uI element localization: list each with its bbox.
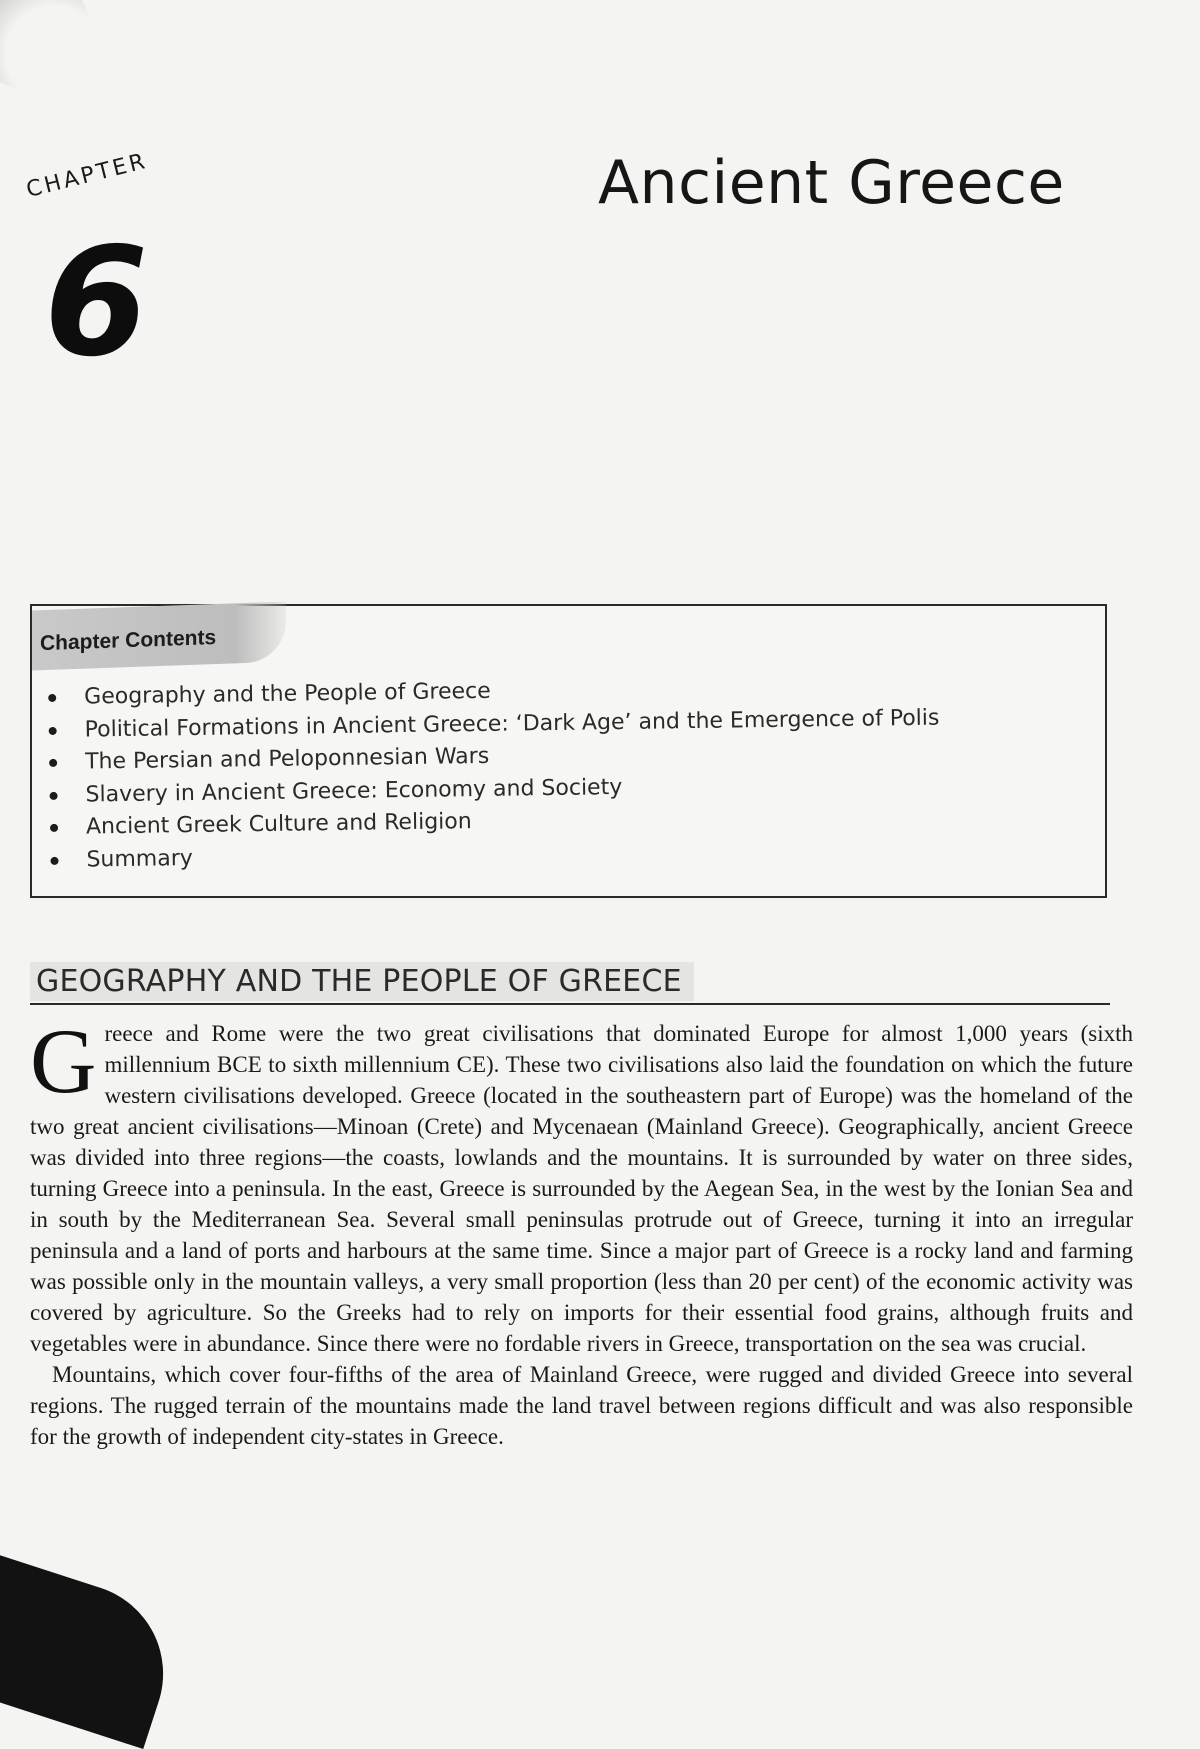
chapter-title: Ancient Greece bbox=[598, 148, 1065, 218]
chapter-contents-box bbox=[30, 604, 1107, 898]
chapter-contents-heading: Chapter Contents bbox=[32, 602, 286, 671]
bullet-icon bbox=[50, 792, 58, 800]
bullet-icon bbox=[48, 694, 56, 702]
drop-cap: G bbox=[30, 1010, 97, 1112]
contents-item-label: Ancient Greek Culture and Religion bbox=[85, 809, 472, 840]
book-binding-shadow bbox=[0, 1551, 186, 1749]
bullet-icon bbox=[50, 857, 58, 865]
chapter-contents-list bbox=[48, 670, 941, 877]
section-heading bbox=[30, 962, 1110, 1005]
bullet-icon bbox=[50, 824, 58, 832]
paragraph-2: Mountains, which cover four-fifths of the area of Mainland Greece, were rugged and divided Greece into several regions. The rugged terrain of the mountains made the land travel between regions difficult and was also responsible for the growth of independent city-states in Greece. bbox=[30, 1362, 1133, 1449]
bullet-icon bbox=[49, 727, 57, 735]
contents-item-label: Summary bbox=[86, 845, 193, 872]
bullet-icon bbox=[49, 759, 57, 767]
paragraph-1-text: reece and Rome were the two great civilisations that dominated Europe for almost 1,000 years (sixth millennium BCE to sixth millennium CE). These two civilisations also laid the foundation on which the future western civilisations developed. Greece (located in the southeastern part of Europe) was the homeland of the two great ancient civilisations—Minoan (Crete) and Mycenaean (Mainland Greece). Geographically, ancient Greece was divided into three regions—the coasts, lowlands and the mountains. It is surrounded by water on three sides, turning Greece into a peninsula. In the east, Greece is surrounded by the Aegean Sea, in the west by the Ionian Sea and in south by the Mediterranean Sea. Several small peninsulas protrude out of Greece, turning it into an irregular peninsula and a land of ports and harbours at the same time. Since a major part of Greece is a rocky land and farming was possible only in the mountain valleys, a very small proportion (less than 20 per cent) of the economic activity was covered by agriculture. So the Greeks had to rely on imports for their essential food grains, although fruits and vegetables were in abundance. Since there were no fordable rivers in Greece, transportation on the sea was crucial. bbox=[30, 1021, 1133, 1356]
chapter-label: CHAPTER bbox=[23, 148, 151, 203]
contents-item-label: Geography and the People of Greece bbox=[84, 678, 491, 710]
section-heading-label: GEOGRAPHY AND THE PEOPLE OF GREECE bbox=[30, 962, 694, 1001]
contents-item-label: The Persian and Peloponnesian Wars bbox=[84, 743, 490, 775]
paragraph-1 bbox=[30, 1010, 1133, 1359]
chapter-number: 6 bbox=[44, 216, 149, 390]
contents-item-label: Political Formations in Ancient Greece: ‘Dark Age’ and the Emergence of Polis bbox=[84, 705, 940, 742]
body-text bbox=[30, 1010, 1133, 1452]
contents-item-label: Slavery in Ancient Greece: Economy and Society bbox=[85, 774, 623, 807]
page-corner-shadow bbox=[0, 0, 90, 90]
